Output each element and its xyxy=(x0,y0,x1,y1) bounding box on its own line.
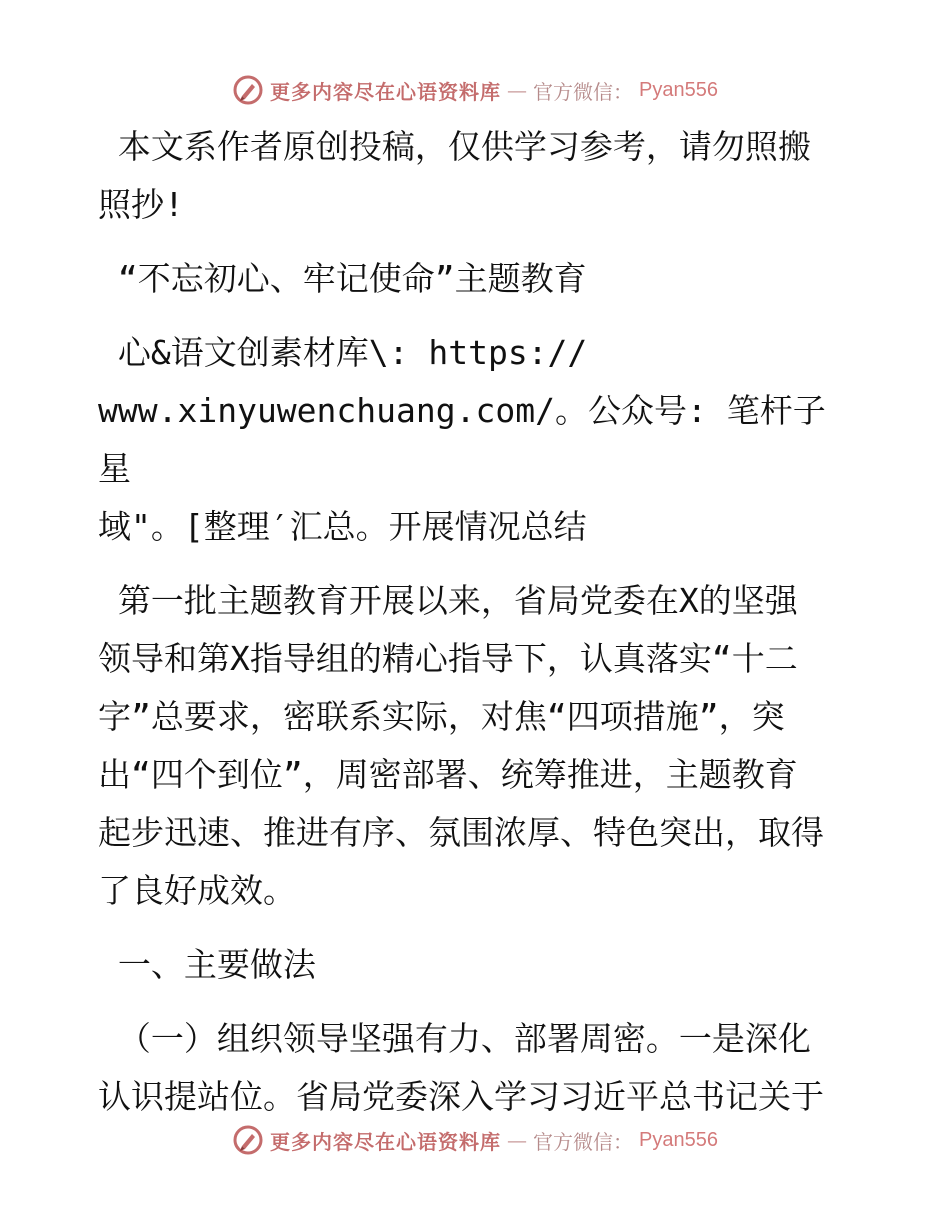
line-gap xyxy=(98,234,858,250)
pen-logo-icon xyxy=(232,74,264,106)
text-line: 本文系作者原创投稿，仅供学习参考，请勿照搬 xyxy=(98,127,811,166)
footer-banner xyxy=(0,1120,950,1160)
banner-wechat-label: 官方微信： xyxy=(533,1129,634,1154)
line-gap xyxy=(98,308,858,324)
text-line: 心&语文创素材库\: https:// xyxy=(98,333,588,372)
text-line: 领导和第X指导组的精心指导下，认真落实“十二 xyxy=(98,639,798,678)
section-heading: 一、主要做法 xyxy=(98,945,316,984)
text-line: 了良好成效。 xyxy=(98,871,296,910)
banner-wechat-id: Pyan556 xyxy=(639,1128,718,1151)
text-line: 出“四个到位”，周密部署、统筹推进，主题教育 xyxy=(98,755,798,794)
text-line: 字”总要求，密联系实际，对焦“四项措施”，突 xyxy=(98,697,785,736)
line-gap xyxy=(98,920,858,936)
text-line: 照抄! xyxy=(98,185,184,224)
text-line: 认识提站位。省局党委深入学习习近平总书记关于 xyxy=(98,1077,824,1116)
banner-dash: — xyxy=(507,1128,528,1152)
banner-text: 更多内容尽在心语资料库 xyxy=(270,1129,502,1154)
header-banner xyxy=(0,70,950,110)
text-line: （一）组织领导坚强有力、部署周密。一是深化 xyxy=(98,1019,811,1058)
line-gap xyxy=(98,994,858,1010)
text-line: www.xinyuwenchuang.com/。公众号: 笔杆子星 xyxy=(98,391,826,488)
document-body xyxy=(98,118,858,1126)
pen-logo-icon xyxy=(232,1124,264,1156)
text-line: 起步迅速、推进有序、氛围浓厚、特色突出，取得 xyxy=(98,813,824,852)
text-line: “不忘初心、牢记使命”主题教育 xyxy=(98,259,587,298)
banner-text: 更多内容尽在心语资料库 xyxy=(270,79,502,104)
banner-wechat-label: 官方微信： xyxy=(533,79,634,104)
line-gap xyxy=(98,556,858,572)
banner-wechat-id: Pyan556 xyxy=(639,78,718,101)
banner-dash: — xyxy=(507,78,528,102)
text-line: 第一批主题教育开展以来，省局党委在X的坚强 xyxy=(98,581,798,620)
text-line: 域"。[整理′汇总。开展情况总结 xyxy=(98,507,587,546)
